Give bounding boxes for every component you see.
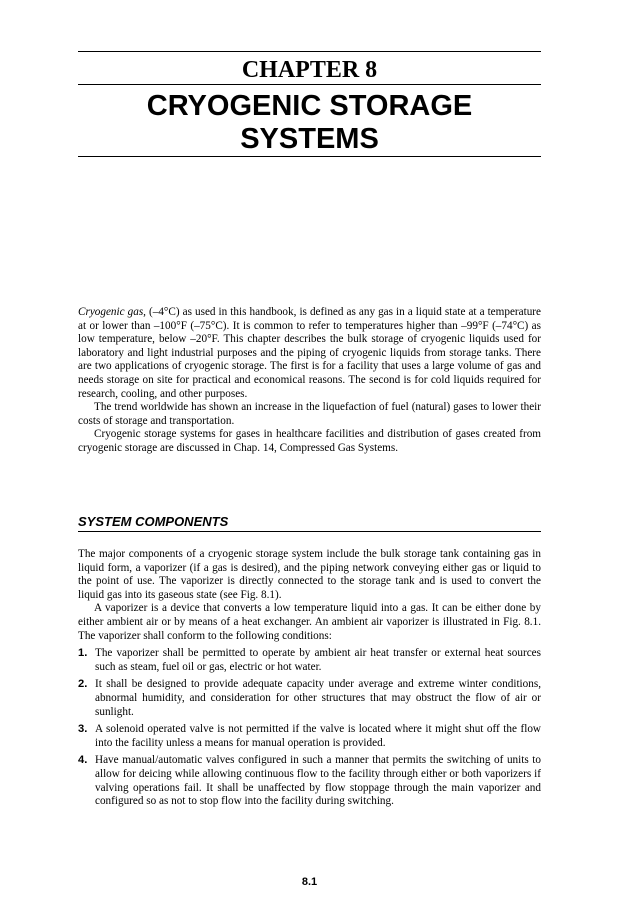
list-item-text: It shall be designed to provide adequate capacity under average and extreme winter conditions, abnormal humidity, and consideration for other structures that may obstruct the flow of air or sunlight. xyxy=(95,678,541,718)
chapter-rule xyxy=(78,84,541,85)
list-item-number: 3. xyxy=(78,723,88,736)
document-page xyxy=(78,0,541,900)
list-item-text: The vaporizer shall be permitted to operate by ambient air heat transfer or external heat sources such as steam, fuel oil or gas, electric or hot water. xyxy=(95,647,541,673)
list-item-text: Have manual/automatic valves configured in such a manner that permits the switching of units to allow for deicing while allowing continuous flow to the facility through either or both vaporizers if valving operations fail. It shall be unaffected by flow stoppage through the main vaporizer and configured so as not to stop flow into the facility during switching. xyxy=(95,754,541,808)
section-paragraph-2: A vaporizer is a device that converts a low temperature liquid into a gas. It can be either done by either ambient air or by means of a heat exchanger. An ambient air vaporizer is illustrated in Fig. 8.1. The vaporizer shall conform to the following conditions: xyxy=(78,602,541,642)
chapter-title xyxy=(78,90,541,156)
title-rule xyxy=(78,156,541,157)
intro-paragraph-1-text: (–4°C) as used in this handbook, is defined as any gas in a liquid state at a temperature at or lower than –100°F (–75°C). It is common to refer to temperatures higher than –99°F (–74°C) as low temperature, below –20°F. This chapter describes the bulk storage of cryogenic liquids used for laboratory and light industrial purposes and the piping of cryogenic liquids from storage tanks. There are two applications of cryogenic storage. The first is for a facility that uses a large volume of gas and needs storage on site for practical and economical reasons. The second is for cold liquids required for research, cooling, and other purposes. xyxy=(78,306,541,400)
list-item xyxy=(78,723,541,750)
top-rule xyxy=(78,51,541,52)
intro-paragraph-2: The trend worldwide has shown an increase in the liquefaction of fuel (natural) gases to lower their costs of storage and transportation. xyxy=(78,401,541,427)
list-item xyxy=(78,754,541,808)
intro-paragraph-1 xyxy=(78,306,541,401)
section-heading: SYSTEM COMPONENTS xyxy=(78,514,229,529)
list-item-number: 2. xyxy=(78,678,88,691)
defined-term: Cryogenic gas, xyxy=(78,306,146,318)
list-item xyxy=(78,647,541,674)
intro-paragraph-3: Cryogenic storage systems for gases in healthcare facilities and distribution of gases created from cryogenic storage are discussed in Chap. 14, Compressed Gas Systems. xyxy=(78,428,541,454)
chapter-title-line-2: SYSTEMS xyxy=(240,123,379,155)
section-body xyxy=(78,548,541,813)
list-item-number: 1. xyxy=(78,647,88,660)
list-item-number: 4. xyxy=(78,754,88,767)
section-rule xyxy=(78,531,541,532)
list-item-text: A solenoid operated valve is not permitted if the valve is located where it might shut off the flow into the facility unless a means for manual operation is provided. xyxy=(95,723,541,749)
page-number: 8.1 xyxy=(301,876,318,888)
chapter-label: CHAPTER 8 xyxy=(241,57,378,83)
list-item xyxy=(78,678,541,719)
section-paragraph-1: The major components of a cryogenic storage system include the bulk storage tank containing gas in liquid form, a vaporizer (if a gas is desired), and the piping network conveying either gas or liquid to the point of use. The vaporizer is directly connected to the storage tank and is used to convert the liquid gas into its gaseous state (see Fig. 8.1). xyxy=(78,548,541,601)
conditions-list xyxy=(78,647,541,809)
chapter-title-line-1: CRYOGENIC STORAGE xyxy=(146,90,473,122)
intro-section xyxy=(78,306,541,456)
